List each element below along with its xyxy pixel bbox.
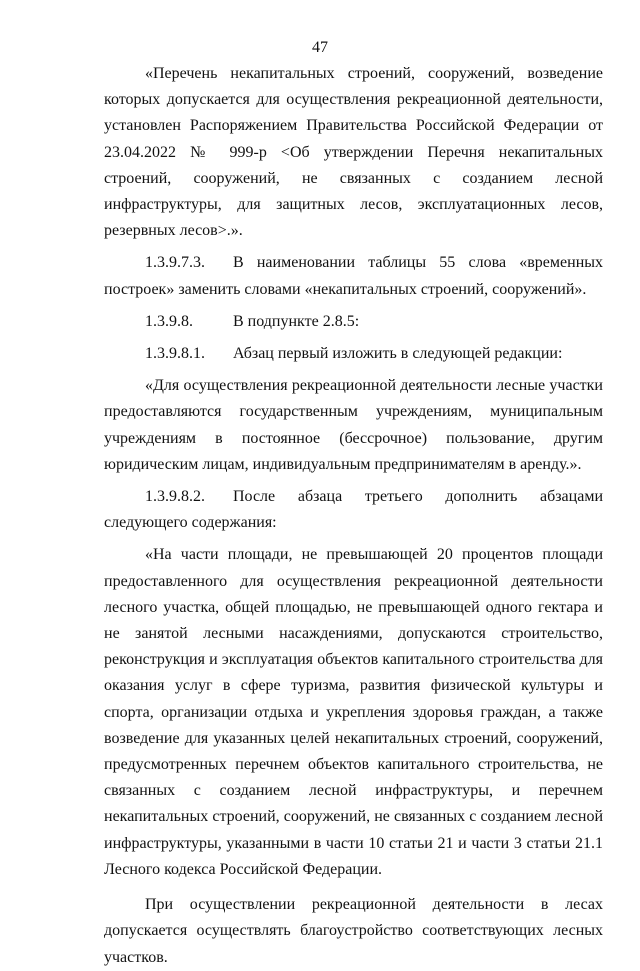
page-number: 47 [312,39,328,56]
clause-text: Абзац первый изложить в следующей редакции: [233,345,563,363]
clause-text: После абзаца третьего дополнить абзацами следующего содержания: [104,488,603,532]
document-body [104,61,603,971]
paragraph-new-edition: «Для осуществления рекреационной деятельности лесные участки предоставляются государственным учреждениям, муниципальным учреждениям в постоянное (бессрочное) пользование, другим юридическим лицам, индивидуальным предпринимателям в аренду.». [104,377,603,473]
clause-number: 1.3.9.8.1. [145,345,205,363]
paragraph-1-3-9-7-3 [104,250,603,302]
clause-text: В подпункте 2.8.5: [233,312,360,330]
paragraph-capital-construction: «На части площади, не превышающей 20 процентов площади предоставленного для осуществления рекреационной деятельности лесного участка, общей площадью, не превышающей одного гектара и не занятой лесными насаждениями, допускаются строительство, реконструкция и эксплуатация объектов капитального строительства для оказания услуг в сфере туризма, развития физической культуры и спорта, организации отдыха и укрепления здоровья граждан, а также возведение для указанных целей некапитальных строений, сооружений, предусмотренных перечнем объектов капитального строительства, не связанных с созданием лесной инфраструктуры, и перечнем некапитальных строений, сооружений, не связанных с созданием лесной инфраструктуры, указанными в части 10 статьи 21 и части 3 статьи 21.1 Лесного кодекса Российской Федерации. [104,546,603,878]
clause-number: 1.3.9.8. [145,312,193,330]
paragraph-1-3-9-8 [104,309,603,335]
clause-number: 1.3.9.8.2. [145,488,205,506]
clause-number: 1.3.9.7.3. [145,254,205,272]
paragraph-list-reference: «Перечень некапитальных строений, сооружений, возведение которых допускается для осуществления рекреационной деятельности, установлен Распоряжением Правительства Российской Федерации от 23.04.2022 № 999-р <Об утверждении Перечня некапитальных строений, сооружений, не связанных с созданием лесной инфраструктуры, для защитных лесов, эксплуатационных лесов, резервных лесов>.». [104,65,603,240]
clause-text: В наименовании таблицы 55 слова «временных построек» заменить словами «некапитальных строений, сооружений». [104,254,603,298]
paragraph-1-3-9-8-2 [104,484,603,536]
paragraph-landscaping: При осуществлении рекреационной деятельности в лесах допускается осуществлять благоустройство соответствующих лесных участков. [104,896,603,966]
paragraph-1-3-9-8-1 [104,341,603,367]
